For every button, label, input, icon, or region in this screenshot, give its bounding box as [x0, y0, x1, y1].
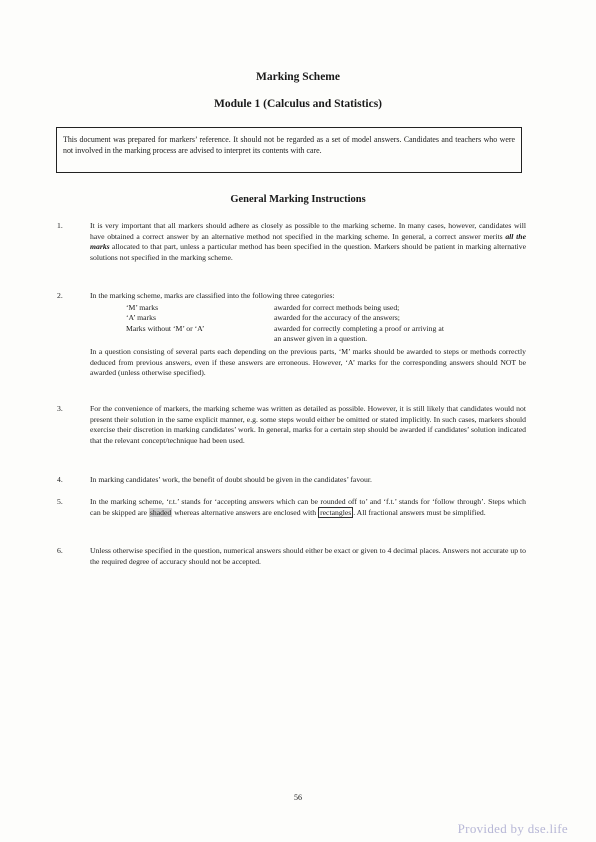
item-text: It is very important that all markers should adhere as closely as possible to the marking scheme. In many cases, however, candidates will have obtained a correct answer by an alternative method not specified in the marking scheme. In general, a correct answer merits	[90, 221, 526, 241]
item-number: 1.	[57, 221, 63, 230]
item-text: In the marking scheme, ‘r.t.’ stands for ‘accepting answers which can be rounded off to’ and ‘f.t.’ stands for ‘follow through’. Steps which can be skipped are	[90, 497, 526, 517]
item-number: 2.	[57, 291, 63, 300]
category-desc: awarded for correct methods being used;	[274, 302, 400, 312]
item-body: Unless otherwise specified in the question, numerical answers should either be exact or given to 4 decimal places. Answers not accurate up to the required degree of accuracy should not be accepted.	[90, 546, 526, 566]
category-desc: awarded for the accuracy of the answers;	[274, 313, 400, 323]
mark-category-row	[90, 313, 444, 324]
category-desc: awarded for correctly completing a proof or arriving at an answer given in a question.	[274, 323, 444, 344]
item-body	[90, 221, 526, 263]
item-text: allocated to that part, unless a particular method has been specified in the question. Markers should be patient in marking alternative solutions not specified in the marking scheme.	[90, 242, 526, 262]
boxed-example: rectangles	[320, 507, 352, 517]
item-body	[90, 291, 526, 379]
item-text: . All fractional answers must be simplified.	[353, 507, 486, 517]
item-intro: In the marking scheme, marks are classified into the following three categories:	[90, 291, 335, 300]
item-body: For the convenience of markers, the marking scheme was written as detailed as possible. However, it is still likely that candidates would not present their solution in the same explicit manner, e.g. some steps would either be omitted or stated implicitly. In such cases, markers should exercise their discretion in marking candidates’ work. In general, marks for a certain step should be awarded if candidates’ solution indicated that the relevant concept/technique had been used.	[90, 404, 526, 445]
item-text: whereas alternative answers are enclosed with	[172, 507, 319, 517]
item-number: 4.	[57, 475, 63, 484]
mark-categories-table	[90, 303, 444, 345]
page-number: 56	[294, 793, 302, 802]
watermark: Provided by dse.life	[457, 821, 568, 836]
category-name: Marks without ‘M’ or ‘A’	[126, 323, 205, 333]
shaded-example: shaded	[149, 507, 172, 517]
item-body: In marking candidates’ work, the benefit of doubt should be given in the candidates’ favour.	[90, 475, 372, 484]
item-number: 5.	[57, 497, 63, 506]
emphasis-text: all the marks	[90, 231, 526, 252]
category-name: ‘A’ marks	[126, 313, 156, 323]
mark-category-row	[90, 324, 444, 345]
module-title: Module 1 (Calculus and Statistics)	[213, 98, 383, 110]
disclaimer-box	[56, 127, 522, 173]
disclaimer-text: This document was prepared for markers’ reference. It should not be regarded as a set of model answers. Candidates and teachers who were not involved in the marking process are advised to interpret its contents with care.	[63, 135, 515, 155]
item-number: 3.	[57, 404, 63, 413]
item-paragraph: In a question consisting of several parts each depending on the previous parts, ‘M’ marks should be awarded to steps or methods correctly deduced from previous answers, even if these answers are erroneous. However, ‘A’ marks for the corresponding answers should NOT be awarded (unless otherwise specified).	[90, 346, 526, 378]
item-number: 6.	[57, 546, 63, 555]
category-name: ‘M’ marks	[126, 302, 159, 312]
page-title: Marking Scheme	[255, 71, 340, 83]
instructions-heading: General Marking Instructions	[230, 194, 366, 205]
item-body	[90, 497, 526, 518]
mark-category-row	[90, 303, 444, 314]
